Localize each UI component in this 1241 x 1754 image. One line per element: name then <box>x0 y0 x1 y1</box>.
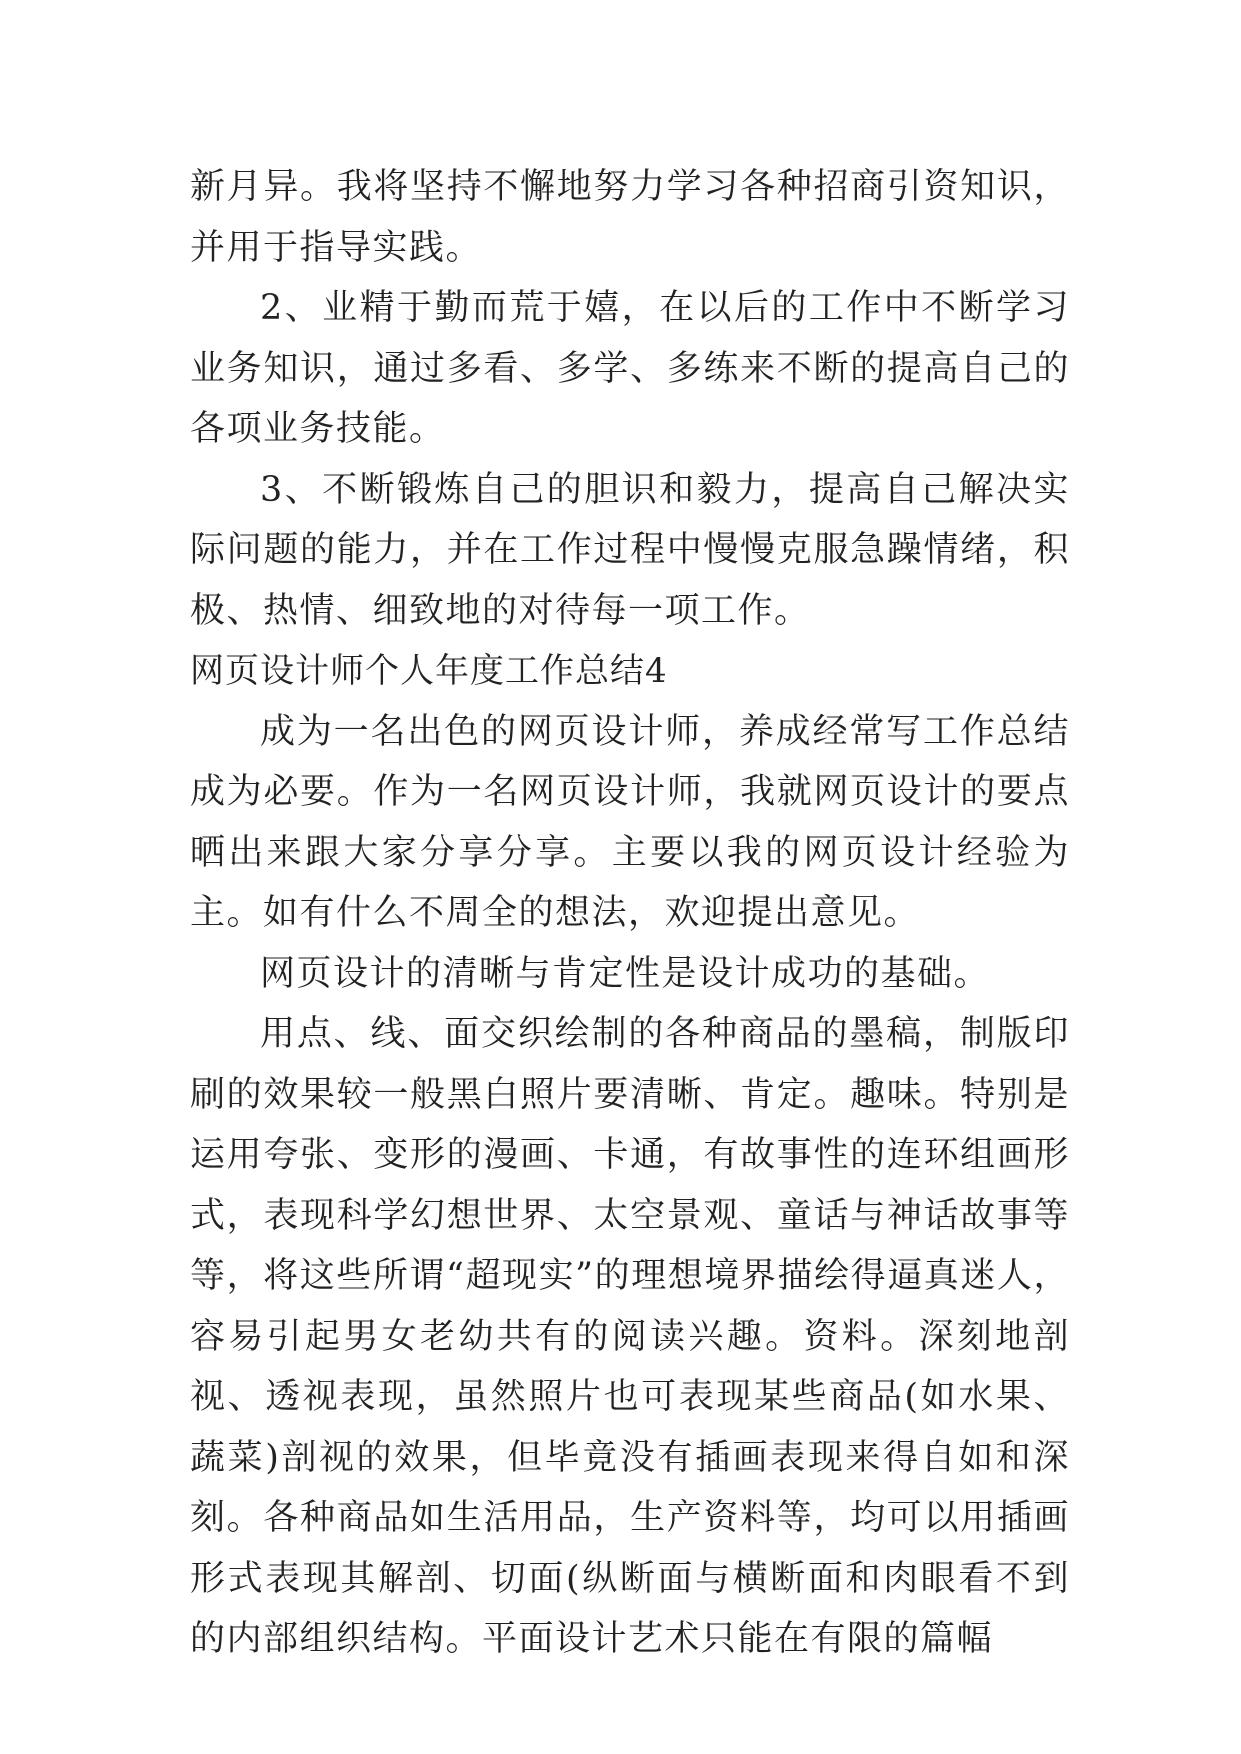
section-heading: 网页设计师个人年度工作总结4 <box>190 651 668 691</box>
paragraph-continuation: 新月异。我将坚持不懈地努力学习各种招商引资知识，并用于指导实践。 <box>190 167 1070 268</box>
paragraph-clarity: 网页设计的清晰与肯定性是设计成功的基础。 <box>260 953 991 994</box>
paragraph-item-3: 3、不断锻炼自己的胆识和毅力，提高自己解决实际问题的能力，并在工作过程中慢慢克服急躁情绪，积极、热情、细致地的对待每一项工作。 <box>190 469 1070 631</box>
paragraph-illustration: 用点、线、面交织绘制的各种商品的墨稿，制版印刷的效果较一般黑白照片要清晰、肯定。趣味。特别是运用夸张、变形的漫画、卡通，有故事性的连环组画形式，表现科学幻想世界、太空景观、童话与神话故事等等，将这些所谓“超现实”的理想境界描绘得逼真迷人，容易引起男女老幼共有的阅读兴趣。资料。深刻地剖视、透视表现，虽然照片也可表现某些商品(如水果、蔬菜)剖视的效果，但毕竟没有插画表现来得自如和深刻。各种商品如生活用品，生产资料等，均可以用插画形式表现其解剖、切面(纵断面与横断面和肉眼看不到的内部组织结构。平面设计艺术只能在有限的篇幅 <box>190 1014 1070 1659</box>
paragraph-intro: 成为一名出色的网页设计师，养成经常写工作总结成为必要。作为一名网页设计师，我就网页设计的要点晒出来跟大家分享分享。主要以我的网页设计经验为主。如有什么不周全的想法，欢迎提出意见。 <box>190 711 1070 933</box>
document-body <box>190 157 1070 1670</box>
paragraph-item-2: 2、业精于勤而荒于嬉，在以后的工作中不断学习业务知识，通过多看、多学、多练来不断的提高自己的各项业务技能。 <box>190 288 1070 449</box>
